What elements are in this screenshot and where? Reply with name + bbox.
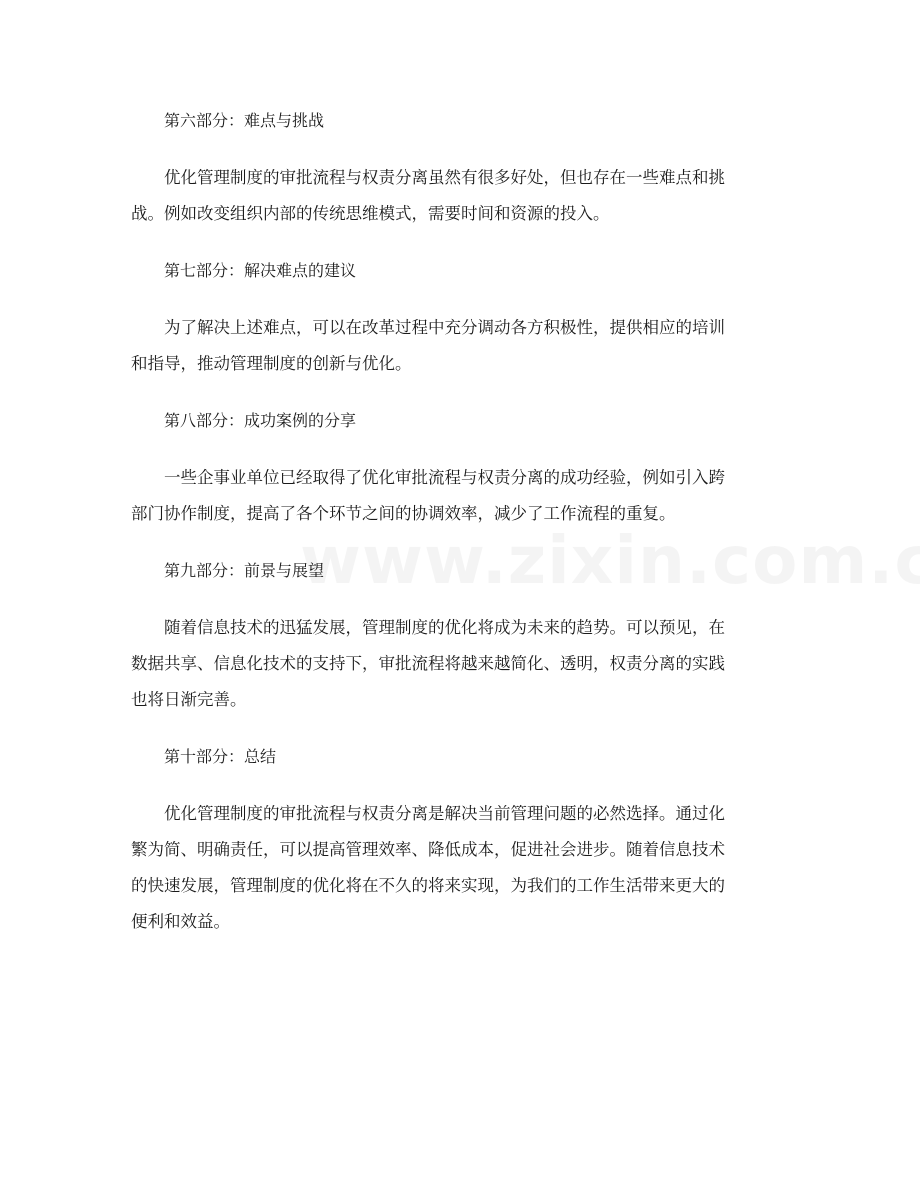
section-paragraph-10 <box>131 796 796 940</box>
paragraph-line: 也将日渐完善。 <box>131 690 247 709</box>
paragraph-line: 战。例如改变组织内部的传统思维模式，需要时间和资源的投入。 <box>131 204 610 223</box>
section-heading-8: 第八部分：成功案例的分享 <box>164 411 357 430</box>
section-heading-7: 第七部分：解决难点的建议 <box>164 261 357 280</box>
section-paragraph-8 <box>131 460 796 532</box>
document-body <box>131 103 796 961</box>
section-paragraph-6 <box>131 160 796 232</box>
paragraph-line: 随着信息技术的迅猛发展，管理制度的优化将成为未来的趋势。可以预见，在 <box>164 618 725 637</box>
paragraph-line: 优化管理制度的审批流程与权责分离虽然有很多好处，但也存在一些难点和挑 <box>164 168 725 187</box>
paragraph-line: 为了解决上述难点，可以在改革过程中充分调动各方积极性，提供相应的培训 <box>164 318 725 337</box>
section-heading-10: 第十部分：总结 <box>164 747 277 766</box>
paragraph-line: 和指导，推动管理制度的创新与优化。 <box>131 354 412 373</box>
section-heading-9: 第九部分：前景与展望 <box>164 561 325 580</box>
paragraph-line: 便利和效益。 <box>131 912 230 931</box>
paragraph-line: 部门协作制度，提高了各个环节之间的协调效率，减少了工作流程的重复。 <box>131 504 676 523</box>
section-paragraph-9 <box>131 610 796 718</box>
section-paragraph-7 <box>131 310 796 382</box>
paragraph-line: 数据共享、信息化技术的支持下，审批流程将越来越简化、透明，权责分离的实践 <box>131 654 725 673</box>
section-heading-6: 第六部分：难点与挑战 <box>164 111 325 130</box>
paragraph-line: 优化管理制度的审批流程与权责分离是解决当前管理问题的必然选择。通过化 <box>164 804 725 823</box>
paragraph-line: 一些企事业单位已经取得了优化审批流程与权责分离的成功经验，例如引入跨 <box>164 468 725 487</box>
paragraph-line: 繁为简、明确责任，可以提高管理效率、降低成本，促进社会进步。随着信息技术 <box>131 840 725 859</box>
paragraph-line: 的快速发展，管理制度的优化将在不久的将来实现，为我们的工作生活带来更大的 <box>131 876 725 895</box>
